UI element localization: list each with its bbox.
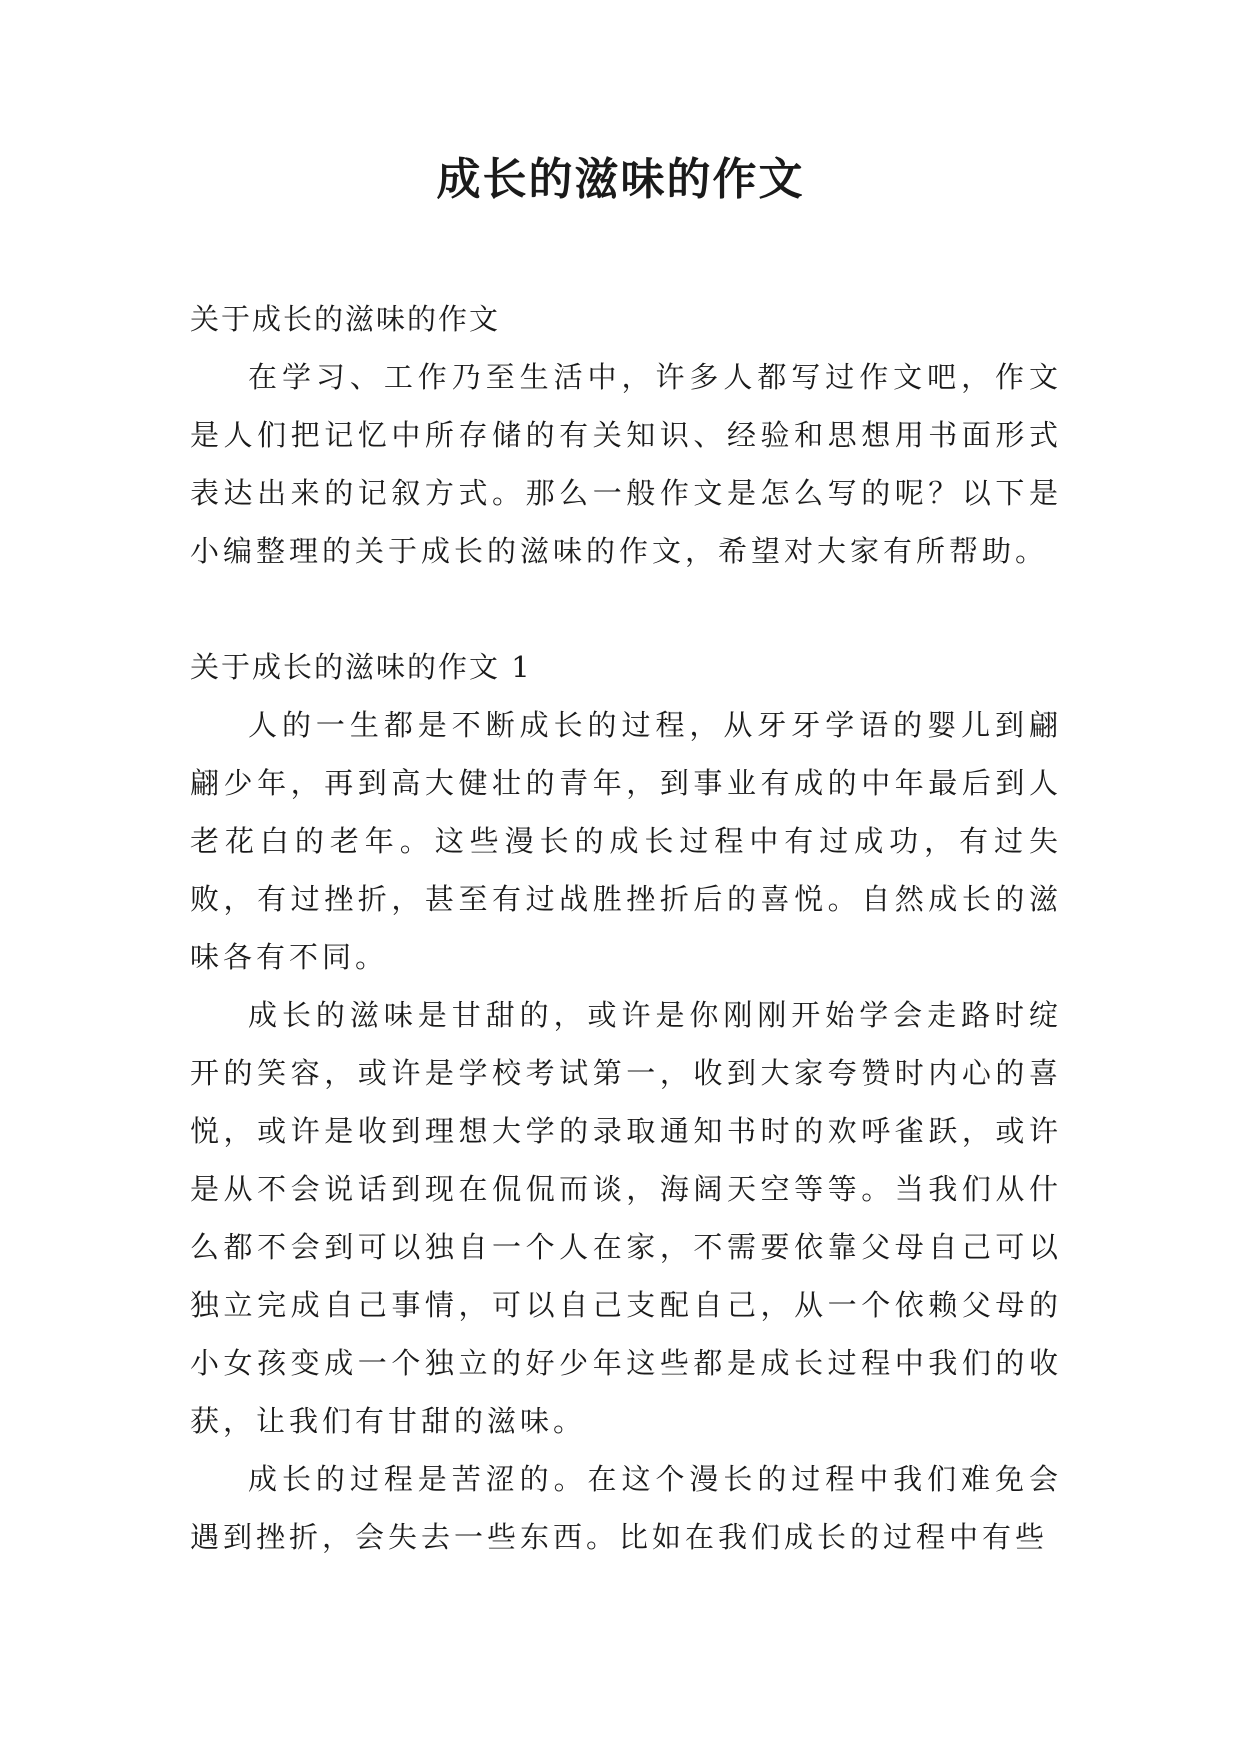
body-paragraph-1: 人的一生都是不断成长的过程，从牙牙学语的婴儿到翩翩少年，再到高大健壮的青年，到事业有成的中年最后到人老花白的老年。这些漫长的成长过程中有过成功，有过失败，有过挫折，甚至有过战胜挫折后的喜悦。自然成长的滋味各有不同。: [190, 708, 1062, 974]
section-heading: 关于成长的滋味的作文 1: [190, 650, 532, 684]
intro-paragraph: 在学习、工作乃至生活中，许多人都写过作文吧，作文是人们把记忆中所存储的有关知识、经验和思想用书面形式表达出来的记叙方式。那么一般作文是怎么写的呢？以下是小编整理的关于成长的滋味的作文，希望对大家有所帮助。: [190, 360, 1062, 568]
section-spacer: [190, 580, 1062, 638]
body-paragraph-3: 成长的过程是苦涩的。在这个漫长的过程中我们难免会遇到挫折，会失去一些东西。比如在我们成长的过程中有些: [190, 1462, 1062, 1554]
intro-heading: 关于成长的滋味的作文: [190, 302, 501, 336]
document-title: 成长的滋味的作文: [436, 154, 805, 205]
body-paragraph-2: 成长的滋味是甘甜的，或许是你刚刚开始学会走路时绽开的笑容，或许是学校考试第一，收到大家夸赞时内心的喜悦，或许是收到理想大学的录取通知书时的欢呼雀跃，或许是从不会说话到现在侃侃而谈，海阔天空等等。当我们从什么都不会到可以独自一个人在家，不需要依靠父母自己可以独立完成自己事情，可以自己支配自己，从一个依赖父母的小女孩变成一个独立的好少年这些都是成长过程中我们的收获，让我们有甘甜的滋味。: [190, 998, 1062, 1438]
document-body: [190, 290, 1062, 1566]
